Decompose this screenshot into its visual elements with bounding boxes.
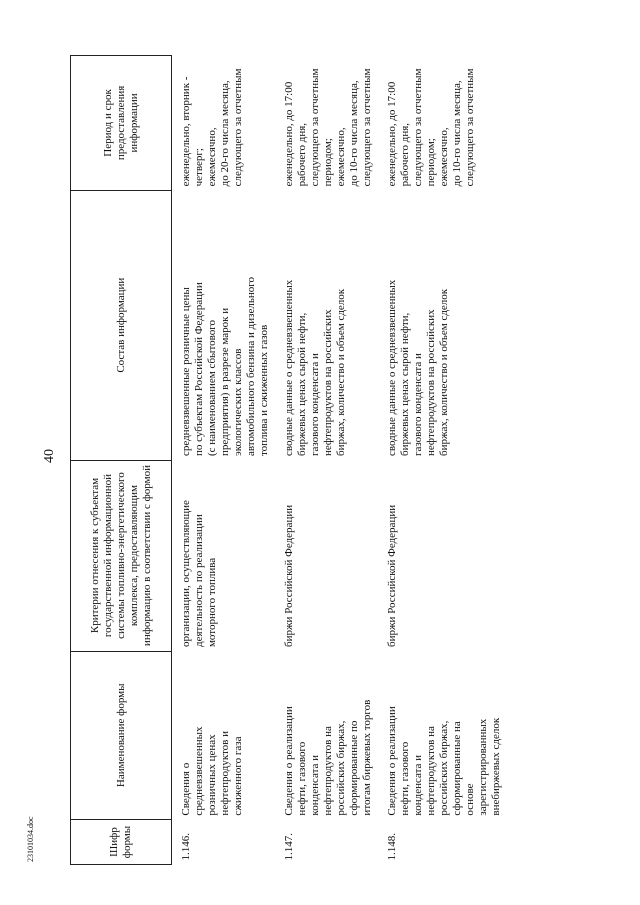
forms-table (70, 55, 505, 865)
row-composition: средневзвешенные розничные цены по субъектам Российской Федерации (с наименованием сбытового предприятия) в разрезе марок и экологических классов автомобильного бензина и дизельного топлива и сжиженных газов (180, 277, 270, 457)
page-number: 40 (42, 449, 57, 463)
table-row (172, 56, 274, 865)
table-header-row (71, 56, 172, 865)
row-code: 1.146. (180, 833, 192, 861)
header-period: Период и срок предоставления информации (71, 56, 172, 191)
row-name: Сведения о реализации нефти, газового конденсата и нефтепродуктов на российских биржах, сформированные на основе зарегистрированных внебиржевых сделок (386, 706, 502, 816)
row-period: еженедельно, до 17:00 рабочего дня, следующего за отчетным периодом; ежемесячно, до 10-го числа месяца, следующего за отчетным (386, 68, 476, 187)
row-composition: сводные данные о средневзвешенных биржевых ценах сырой нефти, газового конденсата и нефтепродуктов на российских биржах, количество и объем сделок (283, 279, 347, 457)
row-code: 1.148. (386, 833, 398, 861)
rotated-table-container (70, 55, 502, 865)
row-period: еженедельно, до 17:00 рабочего дня, следующего за отчетным периодом; ежемесячно, до 10-го числа месяца, следующего за отчетным (283, 68, 373, 187)
header-code: Шифр формы (71, 820, 172, 865)
table-row (281, 56, 376, 865)
header-composition: Состав информации (71, 190, 172, 460)
row-code: 1.147. (283, 833, 295, 861)
row-name: Сведения о реализации нефти, газового конденсата и нефтепродуктов на российских биржах, сформированные по итогам биржевых торгов (283, 699, 373, 816)
row-composition: сводные данные о средневзвешенных биржевых ценах сырой нефти, газового конденсата и нефтепродуктов на российских биржах, количество и объем сделок (386, 279, 450, 457)
row-criteria: организации, осуществляющие деятельность по реализации моторного топлива (180, 500, 218, 648)
header-name: Наименование формы (71, 651, 172, 820)
document-footer: 23101034.doc (26, 816, 35, 862)
row-criteria: биржи Российской Федерации (386, 504, 398, 648)
table-row (384, 56, 505, 865)
row-period: еженедельно, вторник - четверг; ежемесячно, до 20-го числа месяца, следующего за отчетным (180, 68, 244, 187)
header-criteria: Критерии отнесения к субъектам государственной информационной системы топливно-энергетического комплекса, предоставляющим информацию в соответствии с формой (71, 460, 172, 651)
row-name: Сведения о средневзвешенных розничных ценах нефтепродуктов и сжиженного газа (180, 726, 244, 816)
row-criteria: биржи Российской Федерации (283, 504, 295, 648)
